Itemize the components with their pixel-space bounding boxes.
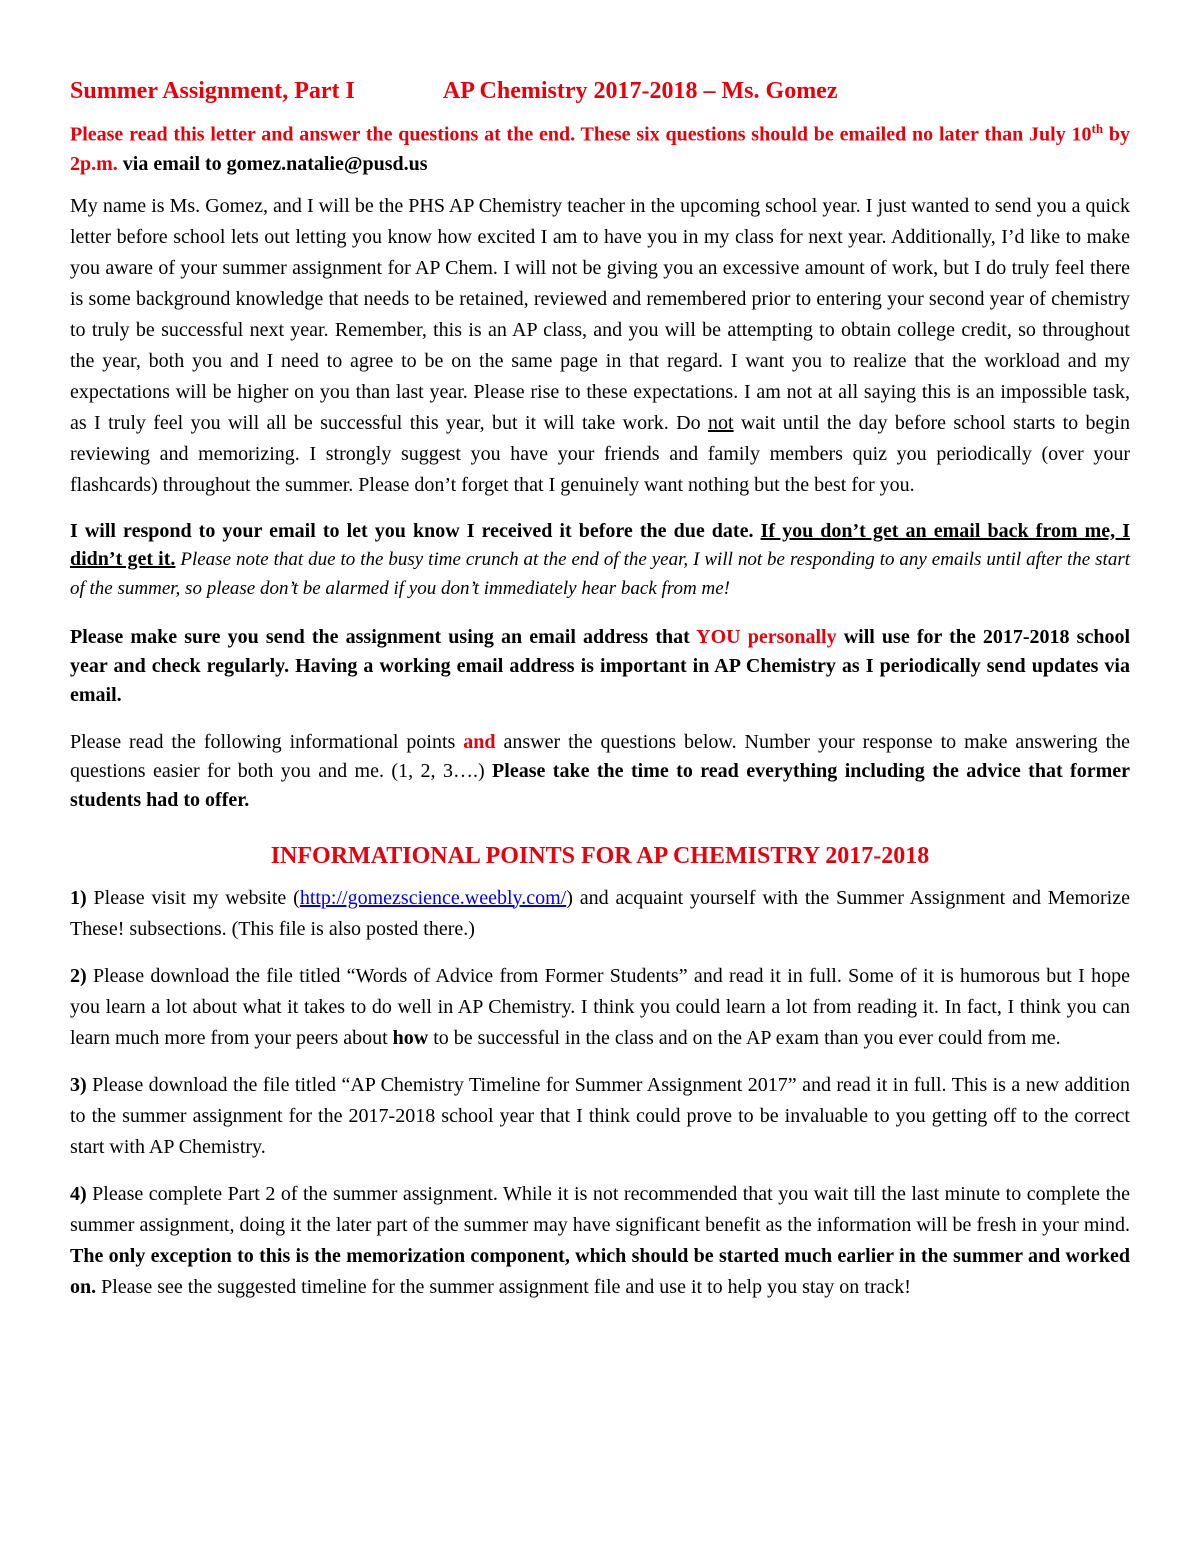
point-2 (70, 961, 1130, 1054)
respond-italic: Please note that due to the busy time crunch at the end of the year, I will not be responding to any emails until after the start of the summer, so please don’t be alarmed if you don’t immediately hear back from me! (70, 548, 1130, 599)
title-left: Summer Assignment, Part I (70, 78, 355, 104)
point-text: Please download the file titled “Words of Advice from Former Students” and read it in full. Some of it is humorous but I hope you learn a lot about what it takes to do well in AP Chemistry. I think you could learn a lot from reading it. In fact, I think you can learn much more from your peers about (70, 964, 1130, 1049)
point-text: ) and acquaint yourself with the Summer Assignment and Memorize These! subsections. (This file is also posted there.) (70, 886, 1130, 940)
point-bold-text: The only exception to this is the memorization component, which should be started much earlier in the summer and worked on. (70, 1244, 1130, 1298)
point-3 (70, 1070, 1130, 1163)
respond-paragraph (70, 517, 1130, 603)
point-text: Please visit my website ( (86, 886, 300, 909)
intro-instructions (70, 114, 1130, 179)
intro-email-text: via email to gomez.natalie@pusd.us (117, 152, 428, 175)
letter-paragraph (70, 191, 1130, 501)
point-number: 4) (70, 1182, 87, 1205)
website-link[interactable]: http://gomezscience.weebly.com/ (299, 886, 567, 909)
point-number: 3) (70, 1073, 87, 1096)
intro-red-text: Please read this letter and answer the questions at the end. These six questions should be emailed no later than July 10 (70, 123, 1092, 146)
point-1 (70, 883, 1130, 945)
read-red: and (463, 730, 496, 753)
point-bold-text: how (392, 1026, 429, 1049)
read-middle: answer the questions below. Number your response to make answering the questions easier for both you and me. (1, 2, 3….) (70, 730, 1131, 782)
makesure-after: will use for the 2017-2018 school year and check regularly. Having a working email address is important in AP Chemistry as I periodically send updates via email. (70, 625, 1130, 706)
point-text: Please see the suggested timeline for the summer assignment file and use it to help you stay on track! (96, 1275, 911, 1298)
respond-bold-underline: If you don’t get an email back from me, I didn’t get it. (70, 519, 1130, 570)
intro-superscript: th (1091, 121, 1104, 136)
page-title (70, 76, 1130, 106)
read-following-paragraph (70, 728, 1130, 815)
email-address-paragraph (70, 623, 1130, 710)
point-4 (70, 1179, 1130, 1303)
intro-deadline-time: by 2p.m. (70, 123, 1131, 175)
point-number: 2) (70, 964, 87, 987)
letter-part1: My name is Ms. Gomez, and I will be the PHS AP Chemistry teacher in the upcoming school year. I just wanted to send you a quick letter before school lets out letting you know how excited I am to have you in my class for next year. Additionally, I’d like to make you aware of your summer assignment for AP Chem. I will not be giving you an excessive amount of work, but I do truly feel there is some background knowledge that needs to be retained, reviewed and remembered prior to entering your second year of chemistry to truly be successful next year. Remember, this is an AP class, and you will be attempting to obtain college credit, so throughout the year, both you and I need to agree to be on the same page in that regard. I want you to realize that the workload and my expectations will be higher on you than last year. Please rise to these expectations. I am not at all saying this is an impossible task, as I truly feel you will all be successful this year, but it will take work. Do (70, 194, 1130, 434)
read-bold: Please take the time to read everything including the advice that former students had to offer. (70, 759, 1131, 811)
respond-bold: I will respond to your email to let you know I received it before the due date. (70, 519, 761, 542)
makesure-before: Please make sure you send the assignment using an email address that (70, 625, 697, 648)
point-text: Please complete Part 2 of the summer assignment. While it is not recommended that you wait till the last minute to complete the summer assignment, doing it the later part of the summer may have significant benefit as the information will be fresh in your mind. (70, 1182, 1130, 1236)
title-right: AP Chemistry 2017-2018 – Ms. Gomez (442, 78, 838, 104)
point-text: Please download the file titled “AP Chemistry Timeline for Summer Assignment 2017” and read it in full. This is a new addition to the summer assignment for the 2017-2018 school year that I think could prove to be invaluable to you getting off to the correct start with AP Chemistry. (70, 1073, 1130, 1158)
makesure-red: YOU personally (696, 625, 837, 648)
read-before: Please read the following informational points (70, 730, 464, 753)
letter-not: not (708, 411, 734, 434)
letter-part2: wait until the day before school starts to begin reviewing and memorizing. I strongly suggest you have your friends and family members quiz you periodically (over your flashcards) throughout the summer. Please don’t forget that I genuinely want nothing but the best for you. (70, 411, 1130, 496)
point-number: 1) (70, 886, 87, 909)
point-text: to be successful in the class and on the AP exam than you ever could from me. (428, 1026, 1061, 1049)
section-heading: INFORMATIONAL POINTS FOR AP CHEMISTRY 2017-2018 (270, 842, 930, 869)
